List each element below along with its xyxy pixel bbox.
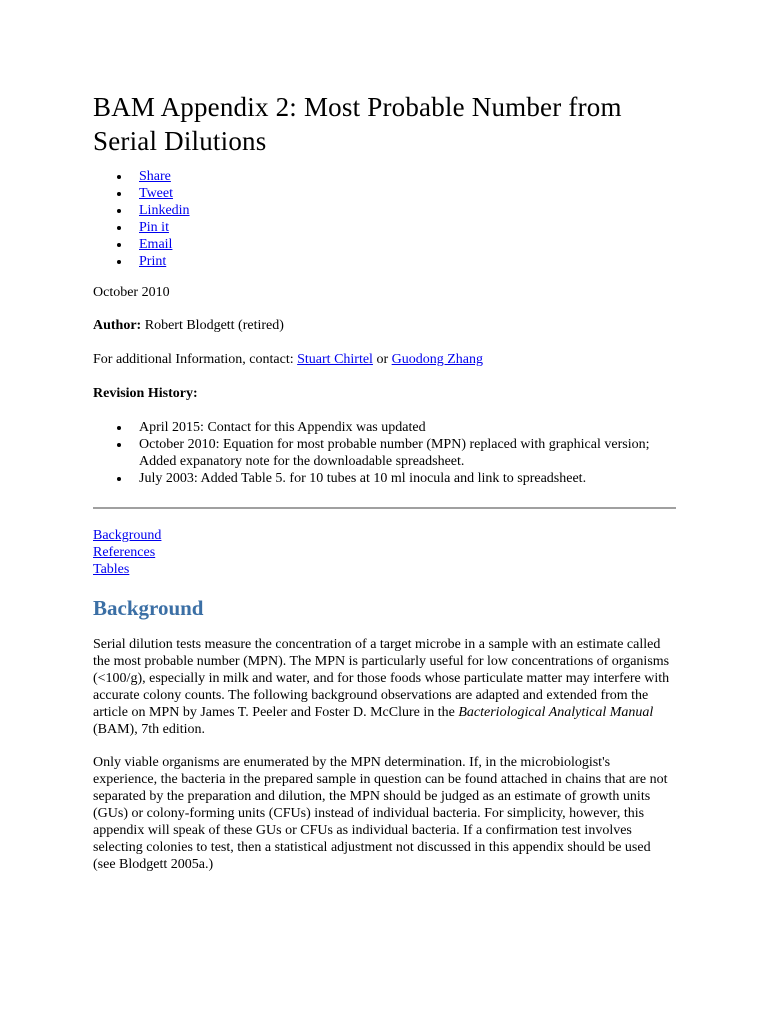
contact-joiner: or (372, 352, 392, 367)
print-link[interactable]: Print (139, 254, 167, 269)
revision-item: July 2003: Added Table 5. for 10 tubes at 10 ml inocula and link to spreadsheet. (93, 470, 676, 487)
para1-text-a: Serial dilution tests measure the concentration of a target microbe in a sample with an estimate called the most probable number (MPN). The MPN is particularly useful for low concentrations of organisms (<100/g), especially in milk and water, and for those foods whose particulate matter may interfere with accurate colony counts. The following background observations are adapted and extended from the article on MPN by James T. Peeler and Foster D. McClure in the (93, 637, 670, 720)
linkedin-link[interactable]: Linkedin (139, 203, 190, 218)
publication-date: October 2010 (93, 285, 170, 300)
revision-history-heading: Revision History: (93, 386, 198, 401)
share-item (93, 219, 676, 236)
para1-text-b: (BAM), 7th edition. (93, 722, 205, 737)
background-paragraph-2: Only viable organisms are enumerated by the MPN determination. If, in the microbiologist's experience, the bacteria in the prepared sample in question can be found attached in chains that are not separated by the preparation and dilution, the MPN should be judged as an estimate of growth units (GUs) or colony-forming units (CFUs) instead of individual bacteria. For simplicity, however, this appendix will speak of these GUs or CFUs as individual bacteria. If a confirmation test involves selecting colonies to test, then a statistical adjustment not discussed in this appendix should be used (see Blodgett 2005a.) (93, 755, 668, 872)
email-link[interactable]: Email (139, 237, 173, 252)
revision-item: April 2015: Contact for this Appendix was updated (93, 419, 676, 436)
author-line (93, 317, 676, 334)
contact-link-chirtel[interactable]: Stuart Chirtel (297, 352, 373, 367)
author-label: Author: (93, 318, 142, 333)
share-item (93, 253, 676, 270)
tweet-link[interactable]: Tweet (139, 186, 174, 201)
toc-link-references[interactable]: References (93, 545, 156, 560)
share-list (93, 168, 676, 270)
share-item (93, 185, 676, 202)
section-divider (93, 507, 676, 509)
share-item (93, 236, 676, 253)
share-link[interactable]: Share (139, 169, 171, 184)
bam-title-italic: Bacteriological Analytical Manual (458, 705, 654, 720)
toc-link-tables[interactable]: Tables (93, 562, 130, 577)
share-item (93, 168, 676, 185)
revision-item: October 2010: Equation for most probable number (MPN) replaced with graphical version; Added expanatory note for the downloadable spreadsheet. (93, 436, 676, 470)
share-item (93, 202, 676, 219)
author-name: Robert Blodgett (retired) (141, 318, 284, 333)
toc-link-background[interactable]: Background (93, 528, 162, 543)
background-paragraph-1 (93, 636, 676, 738)
table-of-contents (93, 527, 676, 578)
contact-line (93, 351, 676, 368)
background-heading: Background (93, 596, 204, 620)
pin-it-link[interactable]: Pin it (139, 220, 169, 235)
revision-history-list (93, 419, 676, 487)
page-title: BAM Appendix 2: Most Probable Number from Serial Dilutions (93, 92, 622, 156)
contact-prefix: For additional Information, contact: (93, 352, 298, 367)
contact-link-zhang[interactable]: Guodong Zhang (391, 352, 484, 367)
